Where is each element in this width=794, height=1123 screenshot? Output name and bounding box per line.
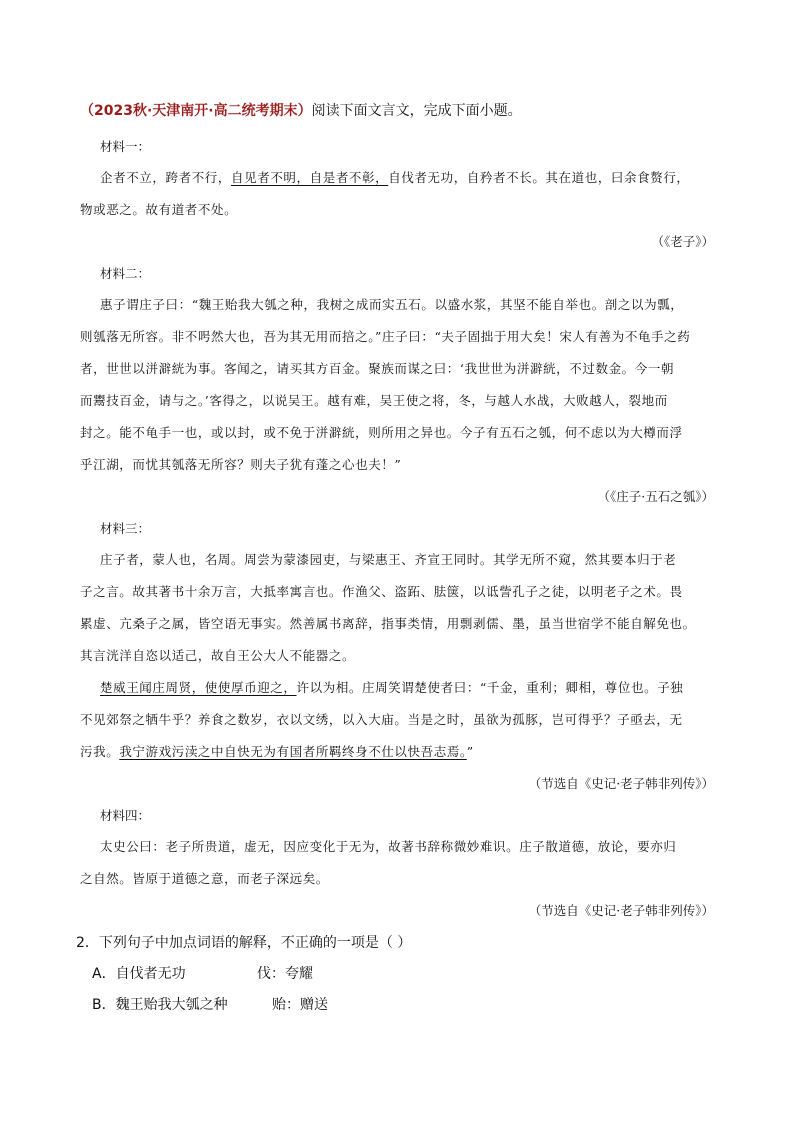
material3-line: 楚威王闻庄周贤，使使厚币迎之，许以为相。庄周笑谓楚使者曰：“千金，重利；卿相，尊位也。子独 bbox=[100, 680, 684, 695]
instruction-text: 阅读下面文言文，完成下面小题。 bbox=[311, 103, 522, 119]
material1-line: 企者不立，跨者不行，自见者不明，自是者不彰，自伐者无功，自矜者不长。其在道也，曰余食赘行， bbox=[100, 170, 690, 185]
material2-label: 材料二： bbox=[100, 266, 151, 281]
question-stem: 2．下列句子中加点词语的解释，不正确的一项是（ ） bbox=[76, 935, 412, 951]
material3-line: 子之言。故其著书十余万言，大抵率寓言也。作渔父、盗跖、胠箧，以诋訾孔子之徒，以明老子之术。畏 bbox=[80, 584, 683, 599]
option-a[interactable] bbox=[92, 963, 186, 983]
option-sentence: 自伐者无功 bbox=[115, 966, 186, 982]
option-b[interactable] bbox=[92, 994, 228, 1014]
material2-line: 乎江湖，而忧其瓠落无所容？则夫子犹有蓬之心也夫！” bbox=[80, 457, 402, 472]
material3-line: 不见郊祭之牺牛乎？养食之数岁，衣以文绣，以入大庙。当是之时，虽欲为孤豚，岂可得乎？子亟去，无 bbox=[80, 712, 683, 727]
exam-source: （2023秋·天津南开·高二统考期末） bbox=[80, 103, 312, 119]
material1-label: 材料一： bbox=[100, 139, 151, 154]
material2-line: 封之。能不龟手一也，或以封，或不免于洴澼絖，则所用之异也。今子有五石之瓠，何不虑以为大樽而浮 bbox=[80, 425, 683, 440]
material1-line: 物或恶之。故有道者不处。 bbox=[80, 202, 238, 217]
material2-citation: （《庄子·五石之瓠》） bbox=[597, 489, 714, 504]
material3-line: 累虚、亢桑子之属，皆空语无事实。然善属书离辞，指事类情，用剽剥儒、墨，虽当世宿学不能自解免也。 bbox=[80, 616, 696, 631]
option-sentence: 魏王贻我大瓠之种 bbox=[115, 997, 228, 1013]
material3-label: 材料三： bbox=[100, 521, 151, 536]
material2-line: 惠子谓庄子曰：“魏王贻我大瓠之种，我树之成而实五石。以盛水浆，其坚不能自举也。剖之以为瓢， bbox=[100, 297, 684, 312]
question-header bbox=[80, 100, 522, 120]
option-letter: A． bbox=[92, 966, 116, 982]
option-a-gloss: 伐：夸耀 bbox=[257, 966, 313, 982]
option-b-gloss: 贻：赠送 bbox=[272, 997, 328, 1013]
underlined-sentence: 楚威王闻庄周贤，使使厚币迎之， bbox=[100, 680, 297, 695]
material2-line: 则瓠落无所容。非不呺然大也，吾为其无用而掊之。”庄子曰：“夫子固拙于用大矣！宋人有善为不龟手之药 bbox=[80, 329, 691, 344]
material3-line: 庄子者，蒙人也，名周。周尝为蒙漆园吏，与梁惠王、齐宣王同时。其学无所不窥，然其要本归于老 bbox=[100, 552, 677, 567]
material3-line: 污我。我宁游戏污渎之中自快无为有国者所羁终身不仕以快吾志焉。” bbox=[80, 744, 474, 759]
underlined-sentence: 自见者不明，自是者不彰， bbox=[231, 170, 389, 185]
material2-line: 而鬻技百金，请与之。’客得之，以说吴王。越有难，吴王使之将，冬，与越人水战，大败越人，裂地而 bbox=[80, 393, 668, 408]
material3-citation: （节选自《史记·老子韩非列传》） bbox=[528, 776, 714, 791]
material4-label: 材料四： bbox=[100, 808, 151, 823]
material4-line: 太史公曰：老子所贵道，虚无，因应变化于无为，故著书辞称微妙难识。庄子散道德，放论，要亦归 bbox=[100, 839, 677, 854]
material4-line: 之自然。皆原于道德之意，而老子深远矣。 bbox=[80, 871, 329, 886]
material4-citation: （节选自《史记·老子韩非列传》） bbox=[528, 903, 714, 918]
material2-line: 者，世世以洴澼絖为事。客闻之，请买其方百金。聚族而谋之曰：‘我世世为洴澼絖，不过数金。今一朝 bbox=[80, 361, 675, 376]
underlined-sentence: 我宁游戏污渎之中自快无为有国者所羁终身不仕以快吾志焉。 bbox=[119, 744, 467, 759]
material3-line: 其言洸洋自恣以适己，故自王公大人不能器之。 bbox=[80, 648, 356, 663]
option-letter: B． bbox=[92, 997, 116, 1013]
material1-citation: （《老子》） bbox=[651, 234, 714, 249]
